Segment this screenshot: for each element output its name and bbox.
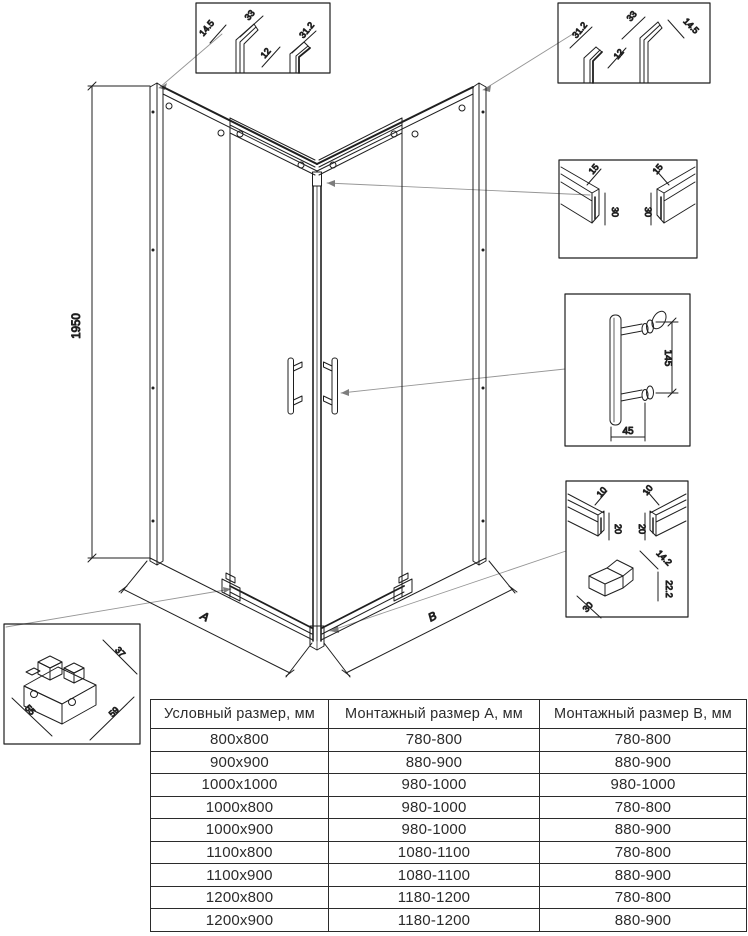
cell-size: 1100x900 — [151, 864, 329, 887]
cell-size: 1200x800 — [151, 886, 329, 909]
cell-b: 780-800 — [540, 841, 747, 864]
column-header-size: Условный размер, мм — [151, 700, 329, 729]
door-handle-right — [324, 358, 338, 414]
table-row — [151, 751, 747, 774]
dim-label: 55 — [23, 702, 38, 717]
cell-a: 980-1000 — [329, 774, 540, 797]
size-table — [150, 699, 747, 932]
dim-label: 22.2 — [664, 580, 674, 598]
table-row — [151, 886, 747, 909]
table-row — [151, 864, 747, 887]
left-wall-profile — [150, 83, 163, 565]
dim-label: 20 — [613, 523, 623, 535]
table-row — [151, 841, 747, 864]
cell-b: 880-900 — [540, 909, 747, 932]
cell-a: 1180-1200 — [329, 909, 540, 932]
cell-size: 1000x900 — [151, 819, 329, 842]
cell-size: 900x900 — [151, 751, 329, 774]
dim-label: 59 — [106, 704, 121, 719]
door-top-bands — [230, 118, 402, 175]
right-wall-profile — [473, 83, 486, 565]
table-row — [151, 796, 747, 819]
cell-size: 800x800 — [151, 729, 329, 752]
cell-b: 780-800 — [540, 729, 747, 752]
dim-label: 31.2 — [297, 20, 317, 41]
table-row — [151, 819, 747, 842]
dimension-b — [324, 561, 517, 677]
cell-size: 1000x800 — [151, 796, 329, 819]
door-handle-left — [288, 358, 302, 414]
detail-top-rail — [559, 160, 697, 258]
detail-roller-carriage — [4, 624, 140, 744]
corner-post — [313, 172, 322, 641]
cell-size: 1200x900 — [151, 909, 329, 932]
dim-label: 14.5 — [197, 18, 217, 39]
corner-connector-block — [589, 560, 633, 596]
cell-size: 1100x800 — [151, 841, 329, 864]
dim-label: 14.2 — [654, 548, 674, 568]
dim-label: 12 — [611, 47, 626, 62]
dim-label: 33 — [624, 9, 639, 24]
table-row — [151, 729, 747, 752]
cell-a: 980-1000 — [329, 819, 540, 842]
leader-arrowheads — [159, 83, 491, 633]
dim-label: 145 — [662, 349, 673, 367]
detail-top-left-profile — [196, 3, 330, 73]
leader-lines — [6, 32, 590, 633]
dim-label: 30 — [643, 206, 653, 218]
glass-panel-edges — [230, 118, 402, 597]
dim-a-label: A — [198, 610, 211, 625]
cell-a: 1180-1200 — [329, 886, 540, 909]
cell-b: 880-900 — [540, 819, 747, 842]
cell-b: 780-800 — [540, 796, 747, 819]
height-dim-label: 1950 — [71, 313, 83, 339]
cell-b: 880-900 — [540, 864, 747, 887]
column-header-b: Монтажный размер B, мм — [540, 700, 747, 729]
dimension-height-1950 — [71, 82, 150, 562]
cell-a: 980-1000 — [329, 796, 540, 819]
detail-top-right-profile — [558, 3, 710, 83]
column-header-a: Монтажный размер A, мм — [329, 700, 540, 729]
cell-size: 1000x1000 — [151, 774, 329, 797]
cell-a: 880-900 — [329, 751, 540, 774]
dim-label: 33 — [242, 8, 257, 23]
detail-bottom-rail-corner — [566, 481, 688, 618]
table-header-row — [151, 700, 747, 729]
table-row — [151, 774, 747, 797]
dim-label: 30 — [610, 206, 620, 218]
main-enclosure-drawing — [71, 82, 517, 677]
cell-a: 1080-1100 — [329, 841, 540, 864]
cell-b: 780-800 — [540, 886, 747, 909]
dim-label: 10 — [640, 483, 655, 498]
dim-b-label: B — [426, 610, 439, 625]
cell-a: 1080-1100 — [329, 864, 540, 887]
detail-handle — [565, 294, 690, 446]
dim-label: 15 — [586, 162, 601, 177]
dim-label: 12 — [258, 46, 273, 61]
top-rails — [163, 87, 473, 171]
cell-a: 780-800 — [329, 729, 540, 752]
dim-label: 30 — [580, 599, 595, 615]
dim-label: 10 — [594, 485, 609, 500]
cell-b: 880-900 — [540, 751, 747, 774]
dim-label: 20 — [637, 523, 647, 535]
cell-b: 980-1000 — [540, 774, 747, 797]
table-row — [151, 909, 747, 932]
dim-label: 15 — [650, 162, 665, 177]
dim-label: 14.5 — [681, 16, 701, 36]
dim-label: 31.2 — [570, 20, 590, 41]
dim-label: 45 — [622, 426, 634, 437]
dim-label: 37 — [113, 644, 128, 660]
